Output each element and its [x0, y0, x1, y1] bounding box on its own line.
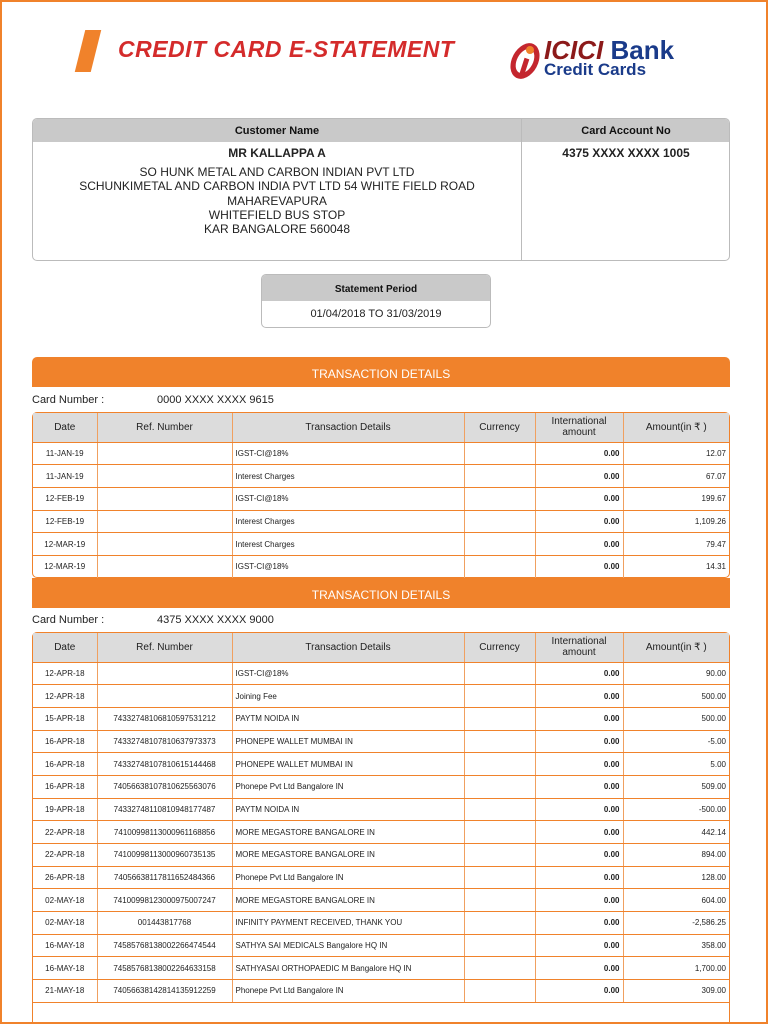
table-cell: Phonepe Pvt Ltd Bangalore IN [232, 866, 464, 889]
table-cell: 12-MAR-19 [33, 533, 97, 556]
table-cell [464, 707, 535, 730]
table-cell [464, 889, 535, 912]
table-row [33, 889, 729, 912]
table-cell: 16-APR-18 [33, 775, 97, 798]
table-cell: 0.00 [535, 821, 623, 844]
transaction-details-bar: TRANSACTION DETAILS [32, 357, 730, 387]
card-number-label: Card Number : [32, 394, 105, 406]
table-row [33, 821, 729, 844]
table-row [33, 844, 729, 867]
column-header: Currency [464, 633, 535, 662]
table-cell: 0.00 [535, 730, 623, 753]
address-line: SO HUNK METAL AND CARBON INDIAN PVT LTD [139, 165, 415, 179]
table-cell: 0.00 [535, 753, 623, 776]
table-cell [464, 753, 535, 776]
column-header: International amount [535, 633, 623, 662]
statement-period-box [261, 274, 491, 328]
table-row [33, 730, 729, 753]
table-cell [464, 685, 535, 708]
table-cell: 0.00 [535, 533, 623, 556]
table-cell: 0.00 [535, 662, 623, 685]
table-cell: 74332748107810615144468 [97, 753, 232, 776]
table-cell: IGST-CI@18% [232, 487, 464, 510]
customer-name-label: Customer Name [234, 125, 320, 137]
address-line: MAHAREVAPURA [227, 193, 327, 208]
table-row [33, 533, 729, 556]
card-number: 0000 XXXX XXXX 9615 [157, 394, 274, 406]
table-cell [464, 844, 535, 867]
customer-box-header [33, 119, 729, 142]
table-cell: 309.00 [623, 980, 729, 1003]
address-line: SCHUNKIMETAL AND CARBON INDIA PVT LTD 54 WHITE FIELD ROAD [79, 179, 475, 194]
address-line: KAR BANGALORE 560048 [203, 222, 351, 237]
table-cell: INFINITY PAYMENT RECEIVED, THANK YOU [232, 912, 464, 935]
table-cell [464, 730, 535, 753]
table-cell [464, 487, 535, 510]
table-row [33, 487, 729, 510]
table-cell: -5.00 [623, 730, 729, 753]
table-cell: PHONEPE WALLET MUMBAI IN [232, 753, 464, 776]
table-cell: 22-APR-18 [33, 844, 97, 867]
table-cell: 74332748110810948177487 [97, 798, 232, 821]
column-header: Date [33, 413, 97, 442]
table-header-row [33, 413, 729, 442]
table-row [33, 707, 729, 730]
table-cell [97, 533, 232, 556]
table-cell: 12-FEB-19 [33, 487, 97, 510]
table-cell: SATHYA SAI MEDICALS Bangalore HQ IN [232, 934, 464, 957]
table-cell [464, 533, 535, 556]
table-cell: 500.00 [623, 685, 729, 708]
table-cell: 16-MAY-18 [33, 934, 97, 957]
card-number-label: Card Number : [32, 614, 105, 626]
column-header: Transaction Details [232, 413, 464, 442]
card-number: 4375 XXXX XXXX 9000 [157, 614, 274, 626]
table-cell: -2,586.25 [623, 912, 729, 935]
table-cell: 0.00 [535, 707, 623, 730]
table-row [33, 685, 729, 708]
table-cell: 199.67 [623, 487, 729, 510]
table-cell: 16-MAY-18 [33, 957, 97, 980]
table-cell [464, 662, 535, 685]
table-cell: 0.00 [535, 889, 623, 912]
transaction-table [33, 633, 729, 1003]
table-cell [464, 442, 535, 465]
statement-period-value: 01/04/2018 TO 31/03/2019 [310, 308, 442, 320]
table-row [33, 912, 729, 935]
table-cell: 001443817768 [97, 912, 232, 935]
table-cell: MORE MEGASTORE BANGALORE IN [232, 821, 464, 844]
table-cell: 26-APR-18 [33, 866, 97, 889]
table-cell: 500.00 [623, 707, 729, 730]
table-cell: 0.00 [535, 957, 623, 980]
table-cell: 12-FEB-19 [33, 510, 97, 533]
table-cell: 22-APR-18 [33, 821, 97, 844]
table-cell [464, 775, 535, 798]
table-cell: 0.00 [535, 934, 623, 957]
table-cell [464, 821, 535, 844]
table-cell: 0.00 [535, 465, 623, 488]
table-row [33, 753, 729, 776]
table-cell [464, 555, 535, 578]
table-row [33, 980, 729, 1003]
table-cell [97, 465, 232, 488]
page-title: CREDIT CARD E-STATEMENT [118, 36, 455, 62]
table-cell: 442.14 [623, 821, 729, 844]
table-row [33, 510, 729, 533]
card-account-number: 4375 XXXX XXXX 1005 [562, 146, 690, 160]
table-cell: 79.47 [623, 533, 729, 556]
table-cell: 11-JAN-19 [33, 465, 97, 488]
table-cell: 0.00 [535, 685, 623, 708]
column-header: International amount [535, 413, 623, 442]
table-cell: Interest Charges [232, 465, 464, 488]
transaction-table [33, 413, 729, 579]
table-row [33, 866, 729, 889]
table-cell: PAYTM NOIDA IN [232, 707, 464, 730]
table-cell: 14.31 [623, 555, 729, 578]
table-cell: 0.00 [535, 510, 623, 533]
icici-logo [508, 36, 718, 82]
table-cell: 16-APR-18 [33, 753, 97, 776]
table-cell: 74332748107810637973373 [97, 730, 232, 753]
table-cell: 0.00 [535, 442, 623, 465]
table-cell: 74100998123000975007247 [97, 889, 232, 912]
table-row [33, 555, 729, 578]
table-cell: 11-JAN-19 [33, 442, 97, 465]
table-cell: 19-APR-18 [33, 798, 97, 821]
table-cell: Joining Fee [232, 685, 464, 708]
table-cell: Phonepe Pvt Ltd Bangalore IN [232, 775, 464, 798]
logo-wordmark: ICICI Bank [544, 35, 675, 65]
table-cell: 0.00 [535, 555, 623, 578]
table-cell: MORE MEGASTORE BANGALORE IN [232, 889, 464, 912]
logo-subtitle: Credit Cards [544, 60, 647, 79]
table-cell: 509.00 [623, 775, 729, 798]
table-cell [464, 912, 535, 935]
table-cell: 74100998113000961168856 [97, 821, 232, 844]
table-cell: 358.00 [623, 934, 729, 957]
table-cell: 16-APR-18 [33, 730, 97, 753]
table-cell: 21-MAY-18 [33, 980, 97, 1003]
table-row [33, 465, 729, 488]
table-row [33, 442, 729, 465]
table-cell: Interest Charges [232, 533, 464, 556]
table-cell: -500.00 [623, 798, 729, 821]
table-cell: 67.07 [623, 465, 729, 488]
transaction-details-bar: TRANSACTION DETAILS [32, 578, 730, 608]
table-cell: 74056638142814135912259 [97, 980, 232, 1003]
icici-emblem-icon [508, 36, 544, 82]
table-cell: 02-MAY-18 [33, 912, 97, 935]
customer-box-divider [521, 119, 522, 261]
table-cell: 74056638117811652484366 [97, 866, 232, 889]
table-row [33, 798, 729, 821]
table-cell: 74585768138002264633158 [97, 957, 232, 980]
column-header: Amount(in ₹ ) [623, 633, 729, 662]
customer-box [32, 118, 730, 261]
table-cell [97, 555, 232, 578]
table-cell [464, 798, 535, 821]
table-cell: 0.00 [535, 844, 623, 867]
table-cell: 74100998113000960735135 [97, 844, 232, 867]
table-cell: 1,109.26 [623, 510, 729, 533]
table-cell [464, 510, 535, 533]
column-header: Date [33, 633, 97, 662]
table-cell [97, 510, 232, 533]
table-cell: 74585768138002266474544 [97, 934, 232, 957]
card-account-label: Card Account No [581, 125, 671, 137]
table-cell: Phonepe Pvt Ltd Bangalore IN [232, 980, 464, 1003]
table-header-row [33, 633, 729, 662]
statement-period-label: Statement Period [262, 275, 490, 301]
table-cell: 0.00 [535, 980, 623, 1003]
table-cell: 12.07 [623, 442, 729, 465]
table-row [33, 934, 729, 957]
table-row [33, 775, 729, 798]
table-cell: 0.00 [535, 487, 623, 510]
table-cell [97, 487, 232, 510]
table-cell: 0.00 [535, 866, 623, 889]
table-cell: 12-MAR-19 [33, 555, 97, 578]
table-cell: 90.00 [623, 662, 729, 685]
table-cell [464, 934, 535, 957]
table-cell: PAYTM NOIDA IN [232, 798, 464, 821]
table-cell: SATHYASAI ORTHOPAEDIC M Bangalore HQ IN [232, 957, 464, 980]
table-cell [97, 662, 232, 685]
table-cell: PHONEPE WALLET MUMBAI IN [232, 730, 464, 753]
table-cell: MORE MEGASTORE BANGALORE IN [232, 844, 464, 867]
table-cell: 12-APR-18 [33, 662, 97, 685]
table-cell: 74056638107810625563076 [97, 775, 232, 798]
column-header: Currency [464, 413, 535, 442]
table-cell [464, 957, 535, 980]
table-cell: 5.00 [623, 753, 729, 776]
table-cell [464, 866, 535, 889]
table-cell: IGST-CI@18% [232, 555, 464, 578]
column-header: Ref. Number [97, 633, 232, 662]
table-cell [464, 465, 535, 488]
table-cell: 02-MAY-18 [33, 889, 97, 912]
table-cell: IGST-CI@18% [232, 442, 464, 465]
customer-name: MR KALLAPPA A [228, 146, 326, 160]
table-cell: 894.00 [623, 844, 729, 867]
table-cell: 0.00 [535, 798, 623, 821]
table-row [33, 662, 729, 685]
table-cell: Interest Charges [232, 510, 464, 533]
table-cell: 0.00 [535, 912, 623, 935]
table-cell: 0.00 [535, 775, 623, 798]
column-header: Ref. Number [97, 413, 232, 442]
table-cell: 604.00 [623, 889, 729, 912]
table-cell: 128.00 [623, 866, 729, 889]
table-cell: IGST-CI@18% [232, 662, 464, 685]
table-cell [97, 442, 232, 465]
table-cell [464, 980, 535, 1003]
address-line: WHITEFIELD BUS STOP [208, 207, 346, 222]
customer-address [33, 165, 521, 236]
column-header: Amount(in ₹ ) [623, 413, 729, 442]
column-header: Transaction Details [232, 633, 464, 662]
table-cell: 12-APR-18 [33, 685, 97, 708]
table-cell [97, 685, 232, 708]
table-cell: 15-APR-18 [33, 707, 97, 730]
table-row [33, 957, 729, 980]
table-cell: 74332748106810597531212 [97, 707, 232, 730]
table-cell: 1,700.00 [623, 957, 729, 980]
